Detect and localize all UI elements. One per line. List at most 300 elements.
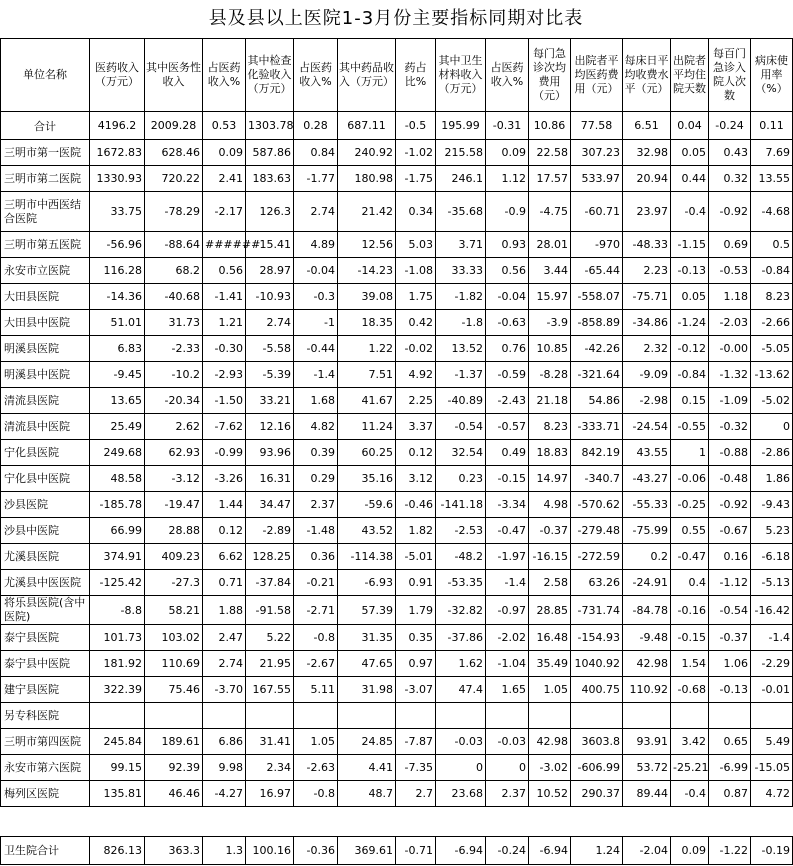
data-cell: -1.24 bbox=[671, 310, 709, 336]
data-cell: 1.54 bbox=[671, 651, 709, 677]
row-label: 合计 bbox=[1, 112, 90, 140]
data-cell: 0 bbox=[751, 414, 793, 440]
data-cell: 0.39 bbox=[294, 440, 338, 466]
data-cell: 4.41 bbox=[338, 755, 396, 781]
data-cell: -7.87 bbox=[396, 729, 436, 755]
data-cell: -0.25 bbox=[671, 492, 709, 518]
data-cell: -3.9 bbox=[529, 310, 571, 336]
table-row bbox=[1, 625, 793, 651]
data-cell: -19.47 bbox=[145, 492, 203, 518]
data-cell: 0.65 bbox=[709, 729, 751, 755]
data-cell: 1.05 bbox=[529, 677, 571, 703]
data-cell: -0.12 bbox=[671, 336, 709, 362]
table-row bbox=[1, 310, 793, 336]
data-cell: -3.02 bbox=[529, 755, 571, 781]
row-label: 清流县医院 bbox=[1, 388, 90, 414]
data-cell: -2.93 bbox=[203, 362, 246, 388]
header-cell: 其中检查化验收入（万元） bbox=[246, 39, 294, 112]
table-row bbox=[1, 166, 793, 192]
row-label: 泰宁县医院 bbox=[1, 625, 90, 651]
data-cell: 3.12 bbox=[396, 466, 436, 492]
row-label: 宁化县医院 bbox=[1, 440, 90, 466]
data-cell: 0.97 bbox=[396, 651, 436, 677]
footer-cell: -0.19 bbox=[751, 837, 793, 865]
footer-cell: -0.36 bbox=[294, 837, 338, 865]
data-cell: -0.54 bbox=[436, 414, 486, 440]
data-cell: 110.92 bbox=[623, 677, 671, 703]
data-cell: 128.25 bbox=[246, 544, 294, 570]
data-cell: -2.29 bbox=[751, 651, 793, 677]
header-cell: 占医药收入% bbox=[294, 39, 338, 112]
row-label: 明溪县中医院 bbox=[1, 362, 90, 388]
data-cell: 245.84 bbox=[90, 729, 145, 755]
data-cell: -5.58 bbox=[246, 336, 294, 362]
data-cell bbox=[623, 703, 671, 729]
data-cell: 0.76 bbox=[486, 336, 529, 362]
data-cell bbox=[671, 703, 709, 729]
data-cell: 0.05 bbox=[671, 140, 709, 166]
data-cell: 189.61 bbox=[145, 729, 203, 755]
table-row bbox=[1, 677, 793, 703]
table-row bbox=[1, 596, 793, 625]
data-cell: 720.22 bbox=[145, 166, 203, 192]
row-label: 大田县中医院 bbox=[1, 310, 90, 336]
data-cell: 43.52 bbox=[338, 518, 396, 544]
data-cell: 400.75 bbox=[571, 677, 623, 703]
data-cell bbox=[90, 703, 145, 729]
data-cell bbox=[709, 703, 751, 729]
data-cell: -10.93 bbox=[246, 284, 294, 310]
data-cell: 103.02 bbox=[145, 625, 203, 651]
data-cell: -0.03 bbox=[436, 729, 486, 755]
data-cell: 10.86 bbox=[529, 112, 571, 140]
header-cell: 出院者平均住院天数 bbox=[671, 39, 709, 112]
row-label: 尤溪县中医医院 bbox=[1, 570, 90, 596]
data-cell: 4.89 bbox=[294, 232, 338, 258]
data-cell: 1.62 bbox=[436, 651, 486, 677]
data-cell: 47.4 bbox=[436, 677, 486, 703]
data-cell: -1.32 bbox=[709, 362, 751, 388]
data-cell: -5.05 bbox=[751, 336, 793, 362]
data-cell: 47.65 bbox=[338, 651, 396, 677]
row-label: 建宁县医院 bbox=[1, 677, 90, 703]
header-cell: 医药收入（万元） bbox=[90, 39, 145, 112]
data-cell: 7.51 bbox=[338, 362, 396, 388]
data-cell: 75.46 bbox=[145, 677, 203, 703]
table-row bbox=[1, 258, 793, 284]
data-cell: 35.16 bbox=[338, 466, 396, 492]
data-cell: -88.64 bbox=[145, 232, 203, 258]
data-cell: 2.37 bbox=[486, 781, 529, 807]
data-cell: 0.69 bbox=[709, 232, 751, 258]
data-cell: -3.07 bbox=[396, 677, 436, 703]
data-cell bbox=[203, 703, 246, 729]
table-row bbox=[1, 518, 793, 544]
data-cell: -141.18 bbox=[436, 492, 486, 518]
data-cell bbox=[145, 703, 203, 729]
data-cell: -75.99 bbox=[623, 518, 671, 544]
data-cell: 587.86 bbox=[246, 140, 294, 166]
data-cell: -2.17 bbox=[203, 192, 246, 232]
data-cell: 31.41 bbox=[246, 729, 294, 755]
data-cell: 1 bbox=[671, 440, 709, 466]
data-cell: 35.49 bbox=[529, 651, 571, 677]
data-cell: 1.65 bbox=[486, 677, 529, 703]
data-cell: 10.85 bbox=[529, 336, 571, 362]
data-cell: 0.23 bbox=[436, 466, 486, 492]
data-cell: 28.97 bbox=[246, 258, 294, 284]
data-cell: -114.38 bbox=[338, 544, 396, 570]
data-cell: -1.4 bbox=[751, 625, 793, 651]
data-cell: 180.98 bbox=[338, 166, 396, 192]
data-cell: -154.93 bbox=[571, 625, 623, 651]
data-cell: -0.53 bbox=[709, 258, 751, 284]
data-cell: 2.74 bbox=[203, 651, 246, 677]
data-cell: -558.07 bbox=[571, 284, 623, 310]
data-cell bbox=[529, 703, 571, 729]
data-cell: 12.56 bbox=[338, 232, 396, 258]
data-cell: 12.16 bbox=[246, 414, 294, 440]
data-cell: 1330.93 bbox=[90, 166, 145, 192]
row-label: 永安市立医院 bbox=[1, 258, 90, 284]
row-label: 永安市第六医院 bbox=[1, 755, 90, 781]
table-row bbox=[1, 703, 793, 729]
data-cell: 62.93 bbox=[145, 440, 203, 466]
data-cell: 63.26 bbox=[571, 570, 623, 596]
data-cell: 0.28 bbox=[294, 112, 338, 140]
data-cell: 0.16 bbox=[709, 544, 751, 570]
footer-cell: 1.24 bbox=[571, 837, 623, 865]
data-cell: -0.97 bbox=[486, 596, 529, 625]
data-cell: 43.55 bbox=[623, 440, 671, 466]
data-cell: -1.08 bbox=[396, 258, 436, 284]
table-row bbox=[1, 232, 793, 258]
data-cell: -9.43 bbox=[751, 492, 793, 518]
data-cell: -1.41 bbox=[203, 284, 246, 310]
data-cell: -0.55 bbox=[671, 414, 709, 440]
data-cell: 0.5 bbox=[751, 232, 793, 258]
data-cell: 5.49 bbox=[751, 729, 793, 755]
data-cell: -0.02 bbox=[396, 336, 436, 362]
data-cell: 0.53 bbox=[203, 112, 246, 140]
data-cell: 0.05 bbox=[671, 284, 709, 310]
data-cell: 2.41 bbox=[203, 166, 246, 192]
data-cell: -0.68 bbox=[671, 677, 709, 703]
data-cell: -60.71 bbox=[571, 192, 623, 232]
row-label: 清流县中医院 bbox=[1, 414, 90, 440]
data-cell: 1.22 bbox=[338, 336, 396, 362]
data-cell: 16.48 bbox=[529, 625, 571, 651]
row-label: 沙县医院 bbox=[1, 492, 90, 518]
data-cell: -48.2 bbox=[436, 544, 486, 570]
data-cell: -2.86 bbox=[751, 440, 793, 466]
data-cell: 533.97 bbox=[571, 166, 623, 192]
data-cell: -75.71 bbox=[623, 284, 671, 310]
data-cell: -0.44 bbox=[294, 336, 338, 362]
table-header bbox=[1, 39, 793, 112]
data-cell: -333.71 bbox=[571, 414, 623, 440]
data-cell: -3.12 bbox=[145, 466, 203, 492]
data-cell: -2.63 bbox=[294, 755, 338, 781]
row-label: 三明市中西医结合医院 bbox=[1, 192, 90, 232]
data-cell: -5.13 bbox=[751, 570, 793, 596]
data-cell: -1.97 bbox=[486, 544, 529, 570]
data-cell: -59.6 bbox=[338, 492, 396, 518]
data-cell: -13.62 bbox=[751, 362, 793, 388]
data-cell: 3603.8 bbox=[571, 729, 623, 755]
data-cell: -6.18 bbox=[751, 544, 793, 570]
data-cell: 0.12 bbox=[396, 440, 436, 466]
data-cell: -25.21 bbox=[671, 755, 709, 781]
data-cell: -0.16 bbox=[671, 596, 709, 625]
data-cell: 0.55 bbox=[671, 518, 709, 544]
data-cell: 33.33 bbox=[436, 258, 486, 284]
data-cell: 4.92 bbox=[396, 362, 436, 388]
data-cell: 1672.83 bbox=[90, 140, 145, 166]
data-cell: 628.46 bbox=[145, 140, 203, 166]
header-row bbox=[1, 39, 793, 112]
data-cell: -1.09 bbox=[709, 388, 751, 414]
data-cell: 33.75 bbox=[90, 192, 145, 232]
data-cell: -0.8 bbox=[294, 625, 338, 651]
table-row bbox=[1, 440, 793, 466]
data-cell: -8.8 bbox=[90, 596, 145, 625]
data-cell: -2.89 bbox=[246, 518, 294, 544]
data-cell: -24.91 bbox=[623, 570, 671, 596]
data-cell: 116.28 bbox=[90, 258, 145, 284]
data-cell: -2.02 bbox=[486, 625, 529, 651]
data-cell: -40.68 bbox=[145, 284, 203, 310]
data-cell: -37.84 bbox=[246, 570, 294, 596]
data-cell: 41.67 bbox=[338, 388, 396, 414]
data-cell: 246.1 bbox=[436, 166, 486, 192]
data-cell: 135.81 bbox=[90, 781, 145, 807]
data-cell: 93.91 bbox=[623, 729, 671, 755]
data-cell: -2.98 bbox=[623, 388, 671, 414]
data-cell: -0.59 bbox=[486, 362, 529, 388]
data-cell: 0.84 bbox=[294, 140, 338, 166]
data-cell: -4.75 bbox=[529, 192, 571, 232]
data-cell: 0.34 bbox=[396, 192, 436, 232]
data-cell: -2.43 bbox=[486, 388, 529, 414]
row-label: 沙县中医院 bbox=[1, 518, 90, 544]
data-cell: -731.74 bbox=[571, 596, 623, 625]
data-cell: -0.13 bbox=[671, 258, 709, 284]
data-cell: 1.05 bbox=[294, 729, 338, 755]
data-cell: 0.09 bbox=[203, 140, 246, 166]
table-row bbox=[1, 192, 793, 232]
data-cell: -16.42 bbox=[751, 596, 793, 625]
data-cell: 0.36 bbox=[294, 544, 338, 570]
data-cell: 1.12 bbox=[486, 166, 529, 192]
data-cell: -6.99 bbox=[709, 755, 751, 781]
data-cell: -6.93 bbox=[338, 570, 396, 596]
data-cell: 1.68 bbox=[294, 388, 338, 414]
data-cell: -4.27 bbox=[203, 781, 246, 807]
data-cell: 842.19 bbox=[571, 440, 623, 466]
data-cell bbox=[571, 703, 623, 729]
data-cell: 42.98 bbox=[529, 729, 571, 755]
data-cell: -0.3 bbox=[294, 284, 338, 310]
data-cell: -1 bbox=[294, 310, 338, 336]
data-cell: -1.4 bbox=[294, 362, 338, 388]
data-cell: -0.01 bbox=[751, 677, 793, 703]
data-cell: 2.74 bbox=[294, 192, 338, 232]
data-cell: 5.23 bbox=[751, 518, 793, 544]
data-cell: -1.02 bbox=[396, 140, 436, 166]
data-cell: 48.7 bbox=[338, 781, 396, 807]
data-cell: -43.27 bbox=[623, 466, 671, 492]
data-cell: 1.06 bbox=[709, 651, 751, 677]
data-cell: 31.73 bbox=[145, 310, 203, 336]
data-cell: -0.06 bbox=[671, 466, 709, 492]
data-cell: -3.34 bbox=[486, 492, 529, 518]
data-cell: -15.05 bbox=[751, 755, 793, 781]
data-cell: 6.51 bbox=[623, 112, 671, 140]
data-cell: 0.56 bbox=[486, 258, 529, 284]
data-cell: -0.63 bbox=[486, 310, 529, 336]
data-cell: 15.97 bbox=[529, 284, 571, 310]
spacer-cell bbox=[1, 807, 793, 837]
data-cell: 2.37 bbox=[294, 492, 338, 518]
data-cell: 5.22 bbox=[246, 625, 294, 651]
data-cell: -24.54 bbox=[623, 414, 671, 440]
data-cell: -272.59 bbox=[571, 544, 623, 570]
footer-cell: -6.94 bbox=[436, 837, 486, 865]
data-cell: 77.58 bbox=[571, 112, 623, 140]
data-cell: -32.82 bbox=[436, 596, 486, 625]
data-cell: 3.44 bbox=[529, 258, 571, 284]
data-cell: 20.94 bbox=[623, 166, 671, 192]
data-cell: 34.47 bbox=[246, 492, 294, 518]
data-cell: -0.37 bbox=[709, 625, 751, 651]
data-cell: 18.35 bbox=[338, 310, 396, 336]
data-cell: -0.24 bbox=[709, 112, 751, 140]
data-cell: 46.46 bbox=[145, 781, 203, 807]
table-row bbox=[1, 284, 793, 310]
data-cell: 32.54 bbox=[436, 440, 486, 466]
data-cell: ###### bbox=[203, 232, 246, 258]
data-cell: -78.29 bbox=[145, 192, 203, 232]
data-cell: -27.3 bbox=[145, 570, 203, 596]
data-cell: -0.04 bbox=[486, 284, 529, 310]
data-cell: 14.97 bbox=[529, 466, 571, 492]
data-cell: 17.57 bbox=[529, 166, 571, 192]
data-cell: 1.82 bbox=[396, 518, 436, 544]
data-cell: -55.33 bbox=[623, 492, 671, 518]
data-cell: 2.62 bbox=[145, 414, 203, 440]
data-cell: -10.2 bbox=[145, 362, 203, 388]
data-cell: -0.47 bbox=[486, 518, 529, 544]
row-label: 三明市第四医院 bbox=[1, 729, 90, 755]
data-cell: 215.58 bbox=[436, 140, 486, 166]
data-cell: 0.44 bbox=[671, 166, 709, 192]
header-cell: 占医药收入% bbox=[203, 39, 246, 112]
data-cell bbox=[486, 703, 529, 729]
data-cell: -1.37 bbox=[436, 362, 486, 388]
data-cell: 23.97 bbox=[623, 192, 671, 232]
data-cell: 48.58 bbox=[90, 466, 145, 492]
data-cell: 240.92 bbox=[338, 140, 396, 166]
data-cell: 6.83 bbox=[90, 336, 145, 362]
data-cell: -1.15 bbox=[671, 232, 709, 258]
data-cell: 25.49 bbox=[90, 414, 145, 440]
data-cell: -9.45 bbox=[90, 362, 145, 388]
data-cell: -0.5 bbox=[396, 112, 436, 140]
data-cell: -20.34 bbox=[145, 388, 203, 414]
data-cell: -1.04 bbox=[486, 651, 529, 677]
header-cell: 其中药品收入（万元） bbox=[338, 39, 396, 112]
data-cell: -0.67 bbox=[709, 518, 751, 544]
footer-cell: 363.3 bbox=[145, 837, 203, 865]
table-row bbox=[1, 651, 793, 677]
data-cell: 4196.2 bbox=[90, 112, 145, 140]
header-cell: 其中医务性收入 bbox=[145, 39, 203, 112]
data-cell: -321.64 bbox=[571, 362, 623, 388]
data-cell: -1.82 bbox=[436, 284, 486, 310]
data-cell: -0.9 bbox=[486, 192, 529, 232]
data-cell: -0.92 bbox=[709, 192, 751, 232]
data-cell: 4.98 bbox=[529, 492, 571, 518]
header-cell: 每床日平均收费水平（元） bbox=[623, 39, 671, 112]
data-cell: 13.55 bbox=[751, 166, 793, 192]
data-cell: 60.25 bbox=[338, 440, 396, 466]
data-cell: -606.99 bbox=[571, 755, 623, 781]
data-cell: 0.04 bbox=[671, 112, 709, 140]
data-cell: 195.99 bbox=[436, 112, 486, 140]
data-cell: 2.47 bbox=[203, 625, 246, 651]
data-cell: -1.48 bbox=[294, 518, 338, 544]
data-cell: 0.2 bbox=[623, 544, 671, 570]
data-cell: 0.09 bbox=[486, 140, 529, 166]
data-cell: -2.66 bbox=[751, 310, 793, 336]
data-cell: 0.49 bbox=[486, 440, 529, 466]
data-cell: -1.4 bbox=[486, 570, 529, 596]
data-cell: -34.86 bbox=[623, 310, 671, 336]
footer-cell: -1.22 bbox=[709, 837, 751, 865]
data-cell: 307.23 bbox=[571, 140, 623, 166]
header-cell: 每百门急诊入院人次数 bbox=[709, 39, 751, 112]
data-cell: 18.83 bbox=[529, 440, 571, 466]
data-cell: -0.4 bbox=[671, 781, 709, 807]
data-cell: -42.26 bbox=[571, 336, 623, 362]
data-cell: 0.43 bbox=[709, 140, 751, 166]
row-label: 泰宁县中医院 bbox=[1, 651, 90, 677]
footer-cell: 0.09 bbox=[671, 837, 709, 865]
row-label: 另专科医院 bbox=[1, 703, 90, 729]
data-cell: 2.25 bbox=[396, 388, 436, 414]
row-label: 大田县医院 bbox=[1, 284, 90, 310]
data-cell: 687.11 bbox=[338, 112, 396, 140]
data-cell bbox=[436, 703, 486, 729]
header-cell: 药占比% bbox=[396, 39, 436, 112]
row-label: 明溪县医院 bbox=[1, 336, 90, 362]
data-cell: -2.33 bbox=[145, 336, 203, 362]
row-label: 梅列区医院 bbox=[1, 781, 90, 807]
page-title: 县及县以上医院1-3月份主要指标同期对比表 bbox=[208, 8, 584, 29]
data-cell: -1.77 bbox=[294, 166, 338, 192]
footer-cell: 826.13 bbox=[90, 837, 145, 865]
data-cell: 2.74 bbox=[246, 310, 294, 336]
footer-cell: 369.61 bbox=[338, 837, 396, 865]
data-cell: -7.62 bbox=[203, 414, 246, 440]
data-cell: 28.01 bbox=[529, 232, 571, 258]
data-cell: -970 bbox=[571, 232, 623, 258]
data-cell: 93.96 bbox=[246, 440, 294, 466]
data-cell: -0.84 bbox=[751, 258, 793, 284]
table-body bbox=[1, 112, 793, 807]
data-cell: 0.12 bbox=[203, 518, 246, 544]
